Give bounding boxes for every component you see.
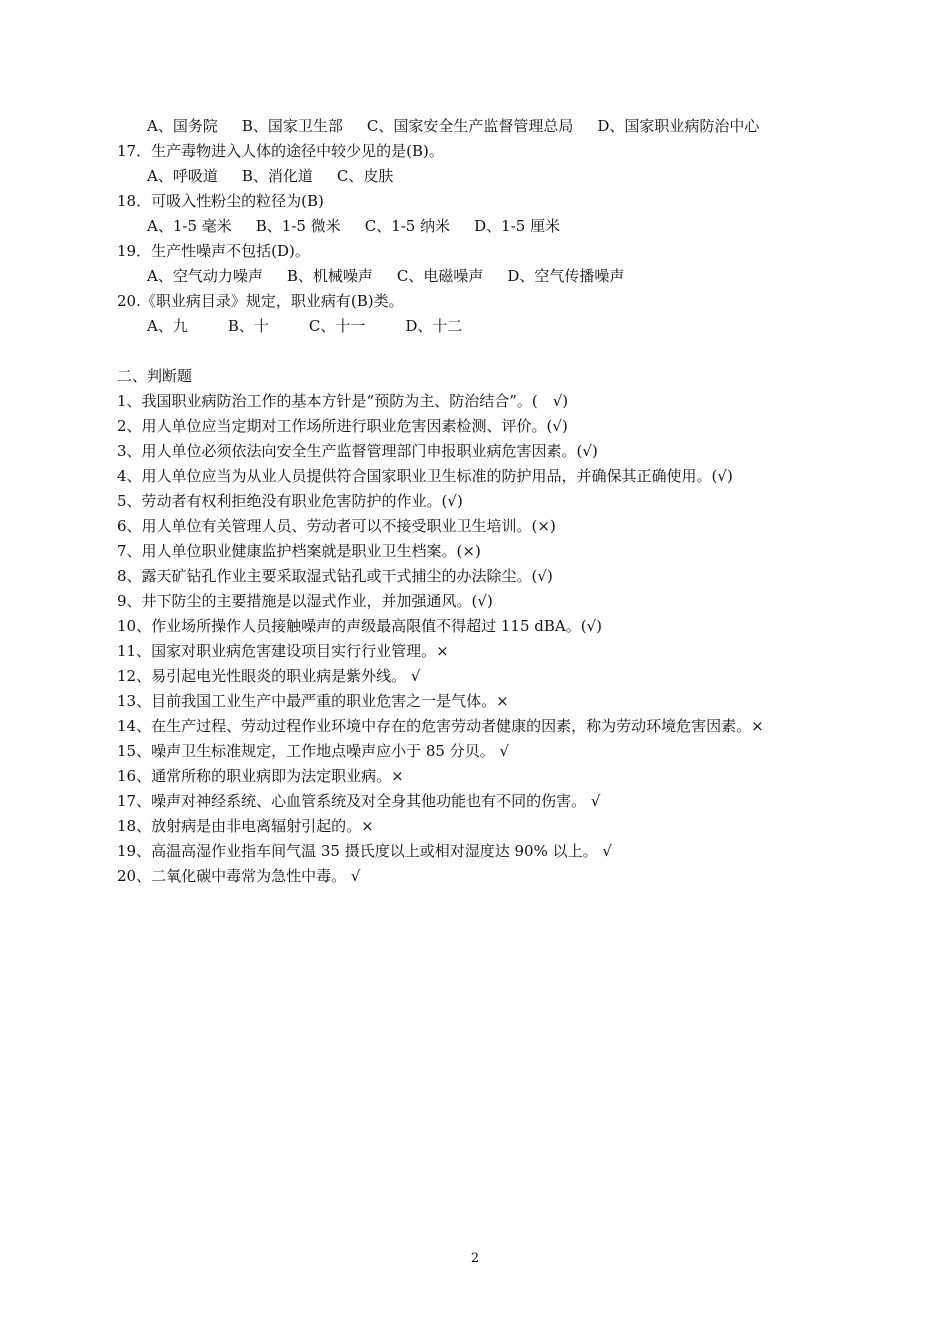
q16-option-c: C、国家安全生产监督管理总局: [366, 117, 574, 135]
q17-option-c: C、皮肤: [336, 167, 394, 185]
judgment-item: 10、作业场所操作人员接触噪声的声级最高限值不得超过 115 dBA。(√): [117, 617, 602, 635]
q19-stem: 19．生产性噪声不包括(D)。: [117, 242, 310, 260]
q16-option-b: B、国家卫生部: [241, 117, 343, 135]
judgment-item: 3、用人单位必须依法向安全生产监督管理部门申报职业病危害因素。(√): [117, 442, 598, 460]
page-content: [117, 114, 857, 889]
q18-option-c: C、1-5 纳米: [364, 217, 451, 235]
q19-options: [117, 264, 857, 289]
judgment-item: 6、用人单位有关管理人员、劳动者可以不接受职业卫生培训。(×): [117, 517, 556, 535]
q19-option-d: D、空气传播噪声: [507, 267, 625, 285]
section2-heading: 二、判断题: [117, 367, 193, 385]
q20-option-a: A、九: [147, 317, 188, 335]
q20-option-c: C、十一: [308, 317, 366, 335]
q17-option-a: A、呼吸道: [147, 167, 218, 185]
judgment-item: 2、用人单位应当定期对工作场所进行职业危害因素检测、评价。(√): [117, 417, 568, 435]
q16-option-d: D、国家职业病防治中心: [597, 117, 760, 135]
judgment-item: 8、露天矿钻孔作业主要采取湿式钻孔或干式捕尘的办法除尘。(√): [117, 567, 553, 585]
q17-stem: 17．生产毒物进入人体的途径中较少见的是(B)。: [117, 142, 444, 160]
q20-stem: 20.《职业病目录》规定，职业病有(B)类。: [117, 292, 404, 310]
judgment-item: 5、劳动者有权利拒绝没有职业危害防护的作业。(√): [117, 492, 463, 510]
q20-options: [117, 314, 857, 339]
judgment-item: 17、噪声对神经系统、心血管系统及对全身其他功能也有不同的伤害。 √: [117, 792, 601, 810]
q18-stem: 18．可吸入性粉尘的粒径为(B): [117, 192, 324, 210]
judgment-item: 12、易引起电光性眼炎的职业病是紫外线。 √: [117, 667, 421, 685]
judgment-item: 16、通常所称的职业病即为法定职业病。×: [117, 767, 404, 785]
q19-option-a: A、空气动力噪声: [147, 267, 263, 285]
q17-options: [117, 164, 857, 189]
judgment-item: 13、目前我国工业生产中最严重的职业危害之一是气体。×: [117, 692, 509, 710]
judgment-item: 19、高温高湿作业指车间气温 35 摄氏度以上或相对湿度达 90% 以上。 √: [117, 842, 612, 860]
section-spacer: [117, 339, 857, 364]
q18-option-d: D、1-5 厘米: [474, 217, 561, 235]
q19-option-c: C、电磁噪声: [396, 267, 484, 285]
judgment-item: 18、放射病是由非电离辐射引起的。×: [117, 817, 374, 835]
page-number: 2: [470, 1251, 480, 1266]
judgment-item: 9、井下防尘的主要措施是以湿式作业，并加强通风。(√): [117, 592, 493, 610]
q20-option-b: B、十: [227, 317, 269, 335]
judgment-item: 20、二氧化碳中毒常为急性中毒。 √: [117, 867, 361, 885]
q19-option-b: B、机械噪声: [286, 267, 373, 285]
q18-option-a: A、1-5 毫米: [147, 217, 232, 235]
judgment-item: 1、我国职业病防治工作的基本方针是“预防为主、防治结合”。( √): [117, 392, 569, 410]
q20-option-d: D、十二: [405, 317, 463, 335]
judgment-item: 4、用人单位应当为从业人员提供符合国家职业卫生标准的防护用品，并确保其正确使用。(√): [117, 467, 733, 485]
q18-option-b: B、1-5 微米: [255, 217, 341, 235]
q18-options: [117, 214, 857, 239]
q16-options: [117, 114, 857, 139]
judgment-item: 15、噪声卫生标准规定，工作地点噪声应小于 85 分贝。 √: [117, 742, 510, 760]
judgment-item: 11、国家对职业病危害建设项目实行行业管理。×: [117, 642, 449, 660]
q16-option-a: A、国务院: [147, 117, 218, 135]
q17-option-b: B、消化道: [241, 167, 313, 185]
judgment-item: 7、用人单位职业健康监护档案就是职业卫生档案。(×): [117, 542, 481, 560]
judgment-item: 14、在生产过程、劳动过程作业环境中存在的危害劳动者健康的因素，称为劳动环境危害因素。×: [117, 717, 764, 735]
